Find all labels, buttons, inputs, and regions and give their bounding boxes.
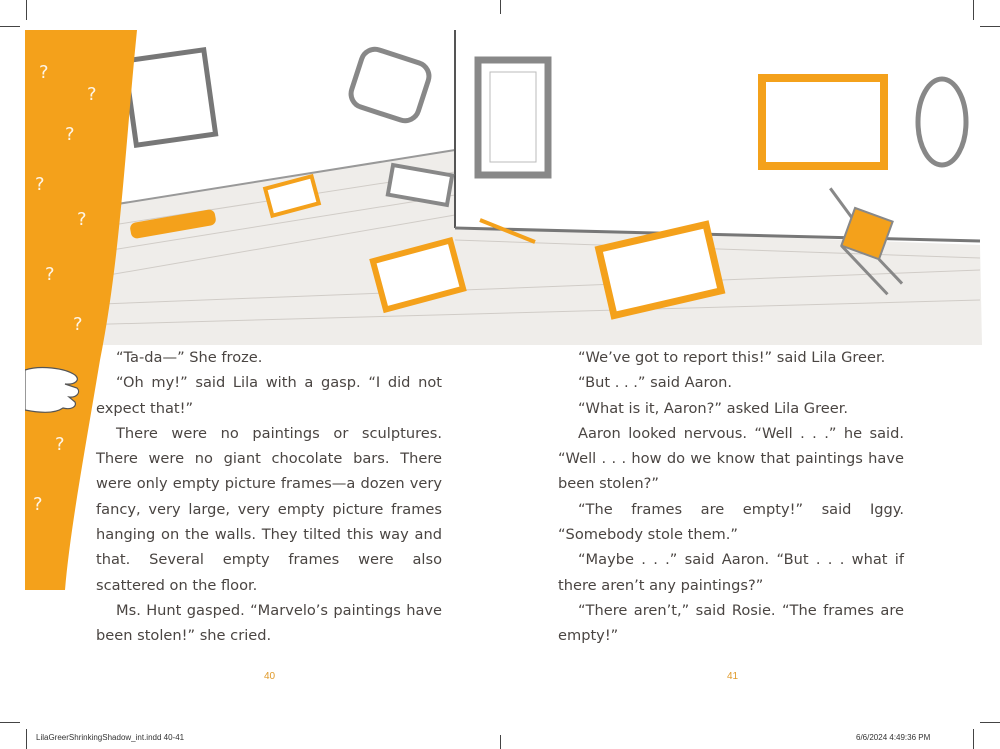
paragraph: Aaron looked nervous. “Well . . .” he said. “Well . . . how do we know that paintings have been stolen?” [558,424,904,493]
picture-frame-icon [478,60,548,175]
paragraph: There were no paintings or sculptures. There were no giant chocolate bars. There were only empty picture frames—a dozen very fancy, very large, very empty picture frames hanging on the walls. They tilted this way and that. Several empty frames were also scattered on the floor. [96,424,442,594]
paragraph: “Maybe . . .” said Aaron. “But . . . what if there aren’t any paintings?” [558,551,904,594]
crop-mark [980,26,1000,27]
svg-text:?: ? [77,209,87,230]
paragraph: “But . . .” said Aaron. [578,374,733,392]
svg-text:?: ? [39,62,49,83]
svg-text:?: ? [87,84,97,105]
crop-mark [980,722,1000,723]
svg-text:?: ? [33,494,43,515]
right-page-text [558,345,904,649]
paragraph: “The frames are empty!” said Iggy. “Somebody stole them.” [558,500,904,544]
page-number-left: 40 [264,671,276,682]
paragraph: “There aren’t,” said Rosie. “The frames are empty!” [558,601,904,645]
paragraph: “Ta-da—” She froze. [116,349,263,366]
crop-mark [500,0,501,14]
crop-mark [500,735,501,749]
crop-mark [26,729,27,749]
svg-text:?: ? [65,124,75,145]
slug-file-label: LilaGreerShrinkingShadow_int.indd 40-41 [36,733,185,742]
paragraph: “What is it, Aaron?” asked Lila Greer. [578,399,849,417]
crop-mark [973,729,974,749]
gallery-illustration [0,0,1000,350]
paragraph: Ms. Hunt gasped. “Marvelo’s paintings have been stolen!” she cried. [96,601,442,645]
crop-mark [26,0,27,20]
hand-icon [25,360,83,418]
crop-mark [0,26,20,27]
svg-text:?: ? [45,264,55,285]
svg-text:?: ? [35,174,45,195]
paragraph: “Oh my!” said Lila with a gasp. “I did not expect that!” [96,374,442,417]
crop-mark [0,722,20,723]
slug-timestamp: 6/6/2024 4:49:36 PM [856,733,931,742]
paragraph: “We’ve got to report this!” said Lila Greer. [578,349,886,366]
crop-mark [973,0,974,20]
svg-text:?: ? [73,314,83,335]
left-page-text [96,345,442,649]
picture-frame-icon [347,46,432,125]
svg-text:?: ? [55,434,65,455]
page-number-right: 41 [727,671,739,682]
oval-mirror-icon [918,79,966,165]
